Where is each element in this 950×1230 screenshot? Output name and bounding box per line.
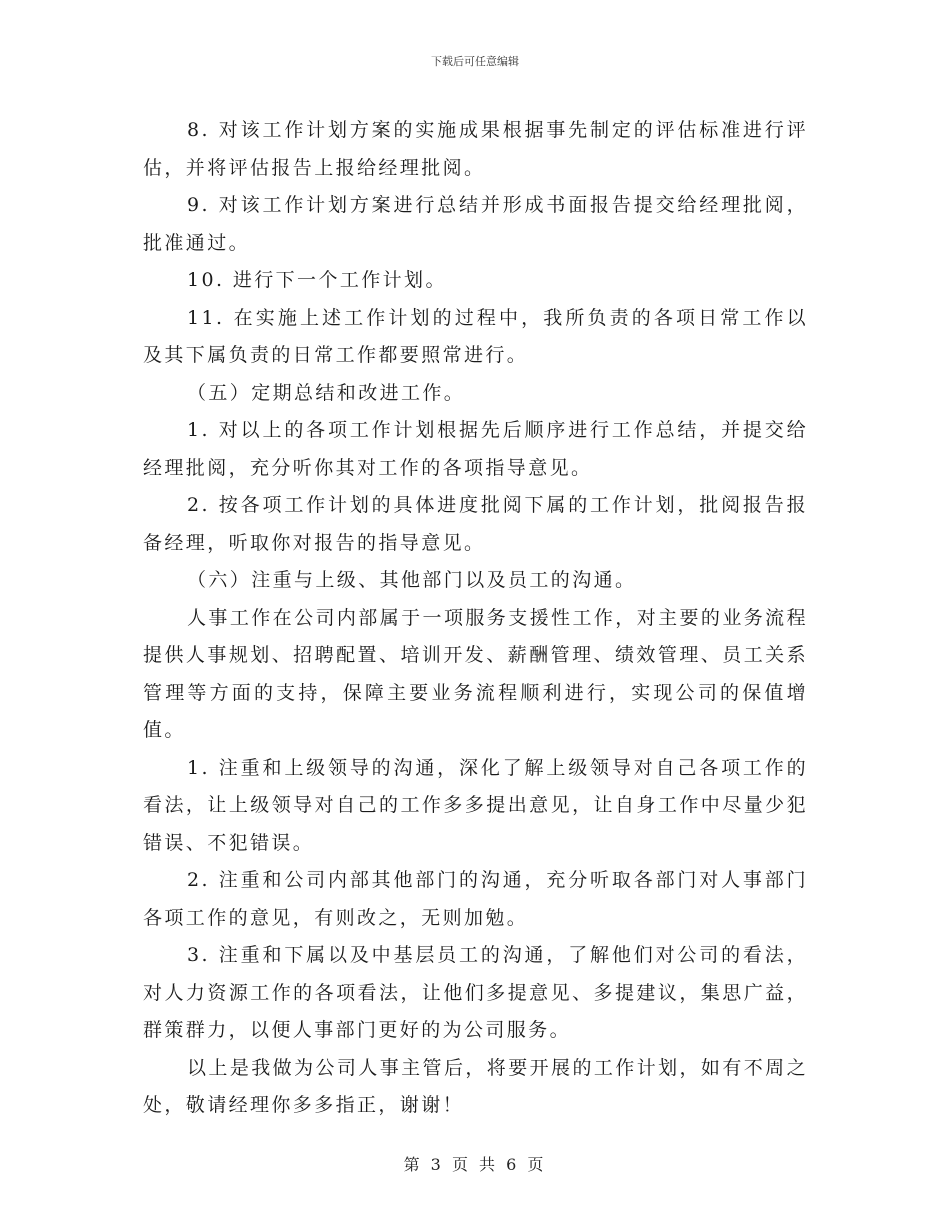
closing-paragraph: 以上是我做为公司人事主管后，将要开展的工作计划，如有不周之处，敬请经理你多多指正，谢谢！	[143, 1056, 808, 1116]
paragraph-item-8: 8. 对该工作计划方案的实施成果根据事先制定的评估标准进行评估，并将评估报告上报给经理批阅。	[143, 119, 808, 179]
paragraph-item-11: 11. 在实施上述工作计划的过程中，我所负责的各项日常工作以及其下属负责的日常工作都要照常进行。	[143, 306, 808, 366]
page-header: 下载后可任意编辑	[431, 55, 519, 68]
section-heading-6: （六）注重与上级、其他部门以及员工的沟通。	[187, 569, 637, 591]
paragraph-section6-item-1: 1. 注重和上级领导的沟通，深化了解上级领导对自己各项工作的看法，让上级领导对自己的工作多多提出意见，让自身工作中尽量少犯错误、不犯错误。	[143, 756, 808, 854]
section-heading-5: （五）定期总结和改进工作。	[187, 381, 466, 404]
paragraph-section6-item-2: 2. 注重和公司内部其他部门的沟通，充分听取各部门对人事部门各项工作的意见，有则改之，无则加勉。	[143, 869, 808, 929]
document-body	[143, 112, 808, 1125]
page-number-footer: 第 3 页 共 6 页	[403, 1155, 547, 1174]
paragraph-item-10: 10. 进行下一个工作计划。	[187, 269, 447, 291]
paragraph-section6-intro: 人事工作在公司内部属于一项服务支援性工作，对主要的业务流程提供人事规划、招聘配置、培训开发、薪酬管理、绩效管理、员工关系管理等方面的支持，保障主要业务流程顺利进行，实现公司的保值增值。	[143, 606, 808, 741]
paragraph-item-9: 9. 对该工作计划方案进行总结并形成书面报告提交给经理批阅，批准通过。	[143, 194, 808, 254]
paragraph-section5-item-1: 1. 对以上的各项工作计划根据先后顺序进行工作总结，并提交给经理批阅，充分听你其对工作的各项指导意见。	[143, 419, 808, 479]
paragraph-section6-item-3: 3. 注重和下属以及中基层员工的沟通，了解他们对公司的看法，对人力资源工作的各项看法，让他们多提意见、多提建议，集思广益，群策群力，以便人事部门更好的为公司服务。	[143, 944, 808, 1041]
paragraph-section5-item-2: 2. 按各项工作计划的具体进度批阅下属的工作计划，批阅报告报备经理，听取你对报告的指导意见。	[143, 494, 808, 554]
